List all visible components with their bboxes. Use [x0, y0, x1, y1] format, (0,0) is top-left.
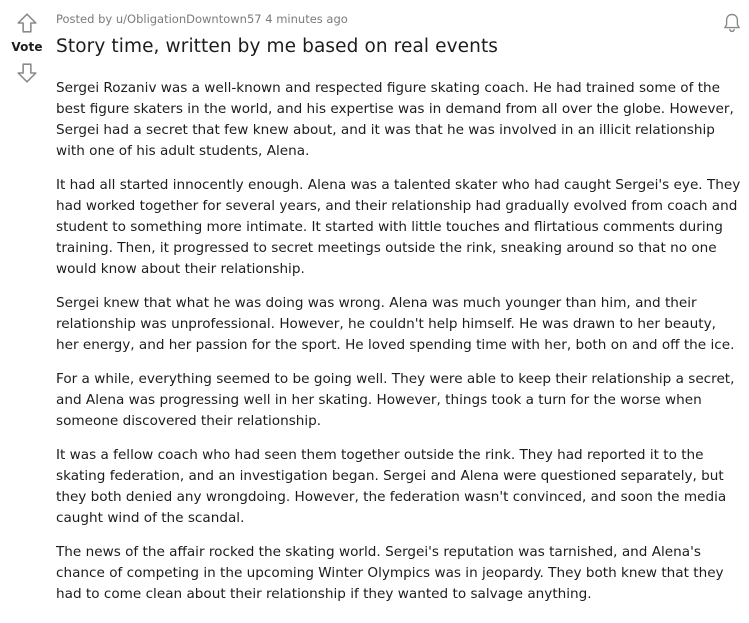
- body-paragraph: The news of the affair rocked the skating world. Sergei's reputation was tarnished, and Alena's chance of competing in the upcoming Winter Olympics was in jeopardy. They both knew that they had to come clean about their relationship if they wanted to salvage anything.: [56, 544, 724, 602]
- body-paragraph: It was a fellow coach who had seen them together outside the rink. They had reported it to the skating federation, and an investigation began. Sergei and Alena were questioned separately, but they both denied any wrongdoing. However, the federation wasn't convinced, and soon the media caught wind of the scandal.: [56, 447, 727, 526]
- body-paragraph: Sergei Rozaniv was a well-known and respected figure skating coach. He had trained some of the best figure skaters in the world, and his expertise was in demand from all over the globe. However, Sergei had a secret that few knew about, and it was that he was involved in an illicit relationship with one of his adult students, Alena.: [56, 80, 734, 159]
- downvote-arrow-icon: [16, 62, 38, 84]
- vote-column: [0, 0, 56, 623]
- post-meta: Posted by u/ObligationDowntown57 4 minutes ago: [56, 12, 348, 26]
- follow-button[interactable]: [720, 11, 744, 35]
- vote-label: Vote: [11, 40, 43, 54]
- post-title[interactable]: Story time, written by me based on real events: [56, 36, 499, 57]
- bell-icon: [720, 11, 744, 35]
- body-paragraph: For a while, everything seemed to be going well. They were able to keep their relationship a secret, and Alena was progressing well in her skating. However, things took a turn for the worse when someone discovered their relationship.: [56, 371, 735, 429]
- downvote-button[interactable]: [14, 60, 40, 86]
- body-paragraph: Sergei knew that what he was doing was wrong. Alena was much younger than him, and their relationship was unprofessional. However, he couldn't help himself. He was drawn to her beauty, her energy, and her passion for the sport. He loved spending time with her, both on and off the ice.: [56, 295, 735, 353]
- body-paragraph: It had all started innocently enough. Alena was a talented skater who had caught Sergei's eye. They had worked together for several years, and their relationship had gradually evolved from coach and student to something more intimate. It started with little touches and flirtatious comments during training. Then, it progressed to secret meetings outside the rink, sneaking around so that no one would know about their relationship.: [56, 177, 741, 277]
- upvote-button[interactable]: [14, 10, 40, 36]
- post-body: [56, 78, 741, 618]
- upvote-arrow-icon: [16, 12, 38, 34]
